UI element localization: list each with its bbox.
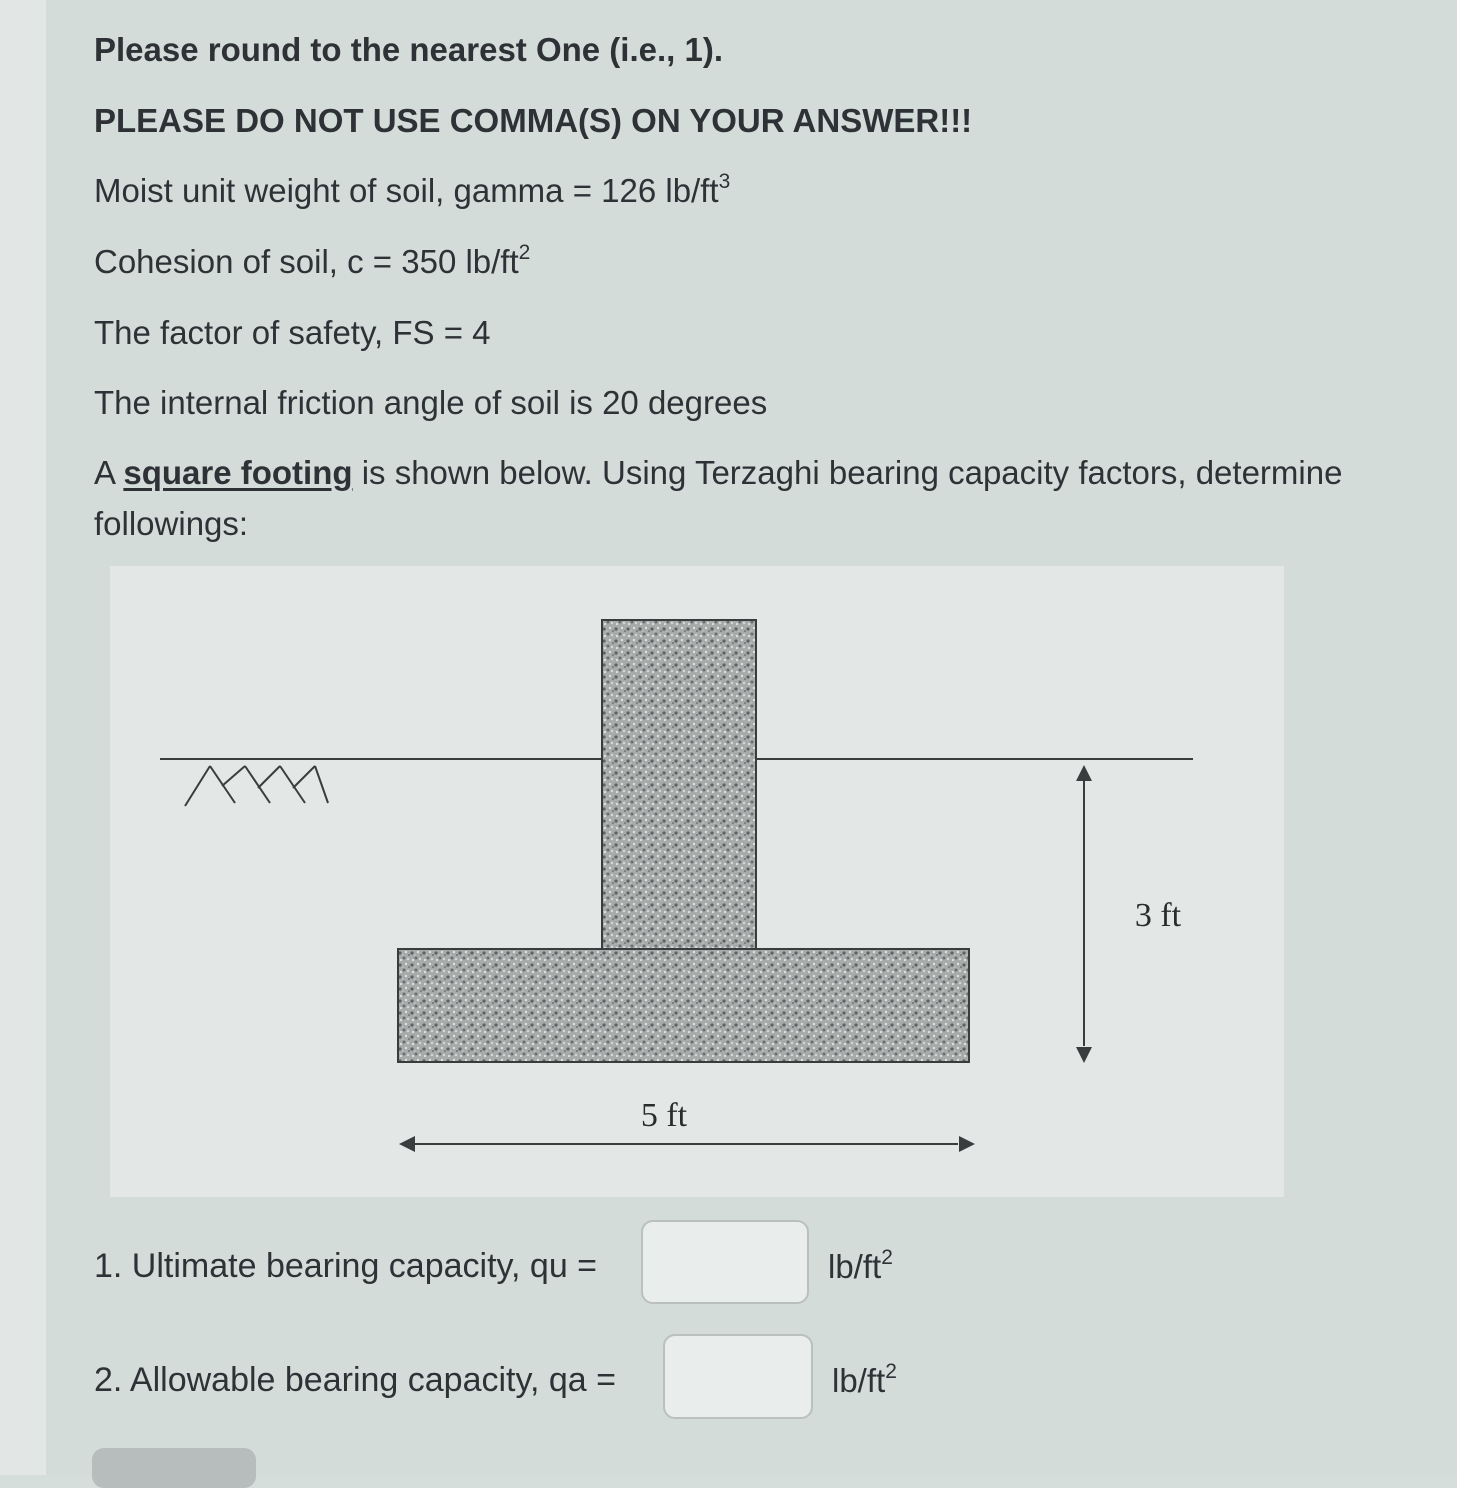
square-footing-link[interactable]: square footing xyxy=(123,454,353,491)
problem-prompt xyxy=(94,456,1342,489)
ultimate-capacity-input[interactable] xyxy=(641,1220,809,1304)
question-allowable-label: 2. Allowable bearing capacity, qa = xyxy=(94,1361,616,1399)
width-label: 5 ft xyxy=(640,1097,688,1134)
left-margin xyxy=(0,0,46,1475)
footing-diagram xyxy=(110,566,1284,1197)
given-cohesion xyxy=(94,241,531,280)
comma-warning: PLEASE DO NOT USE COMMA(S) ON YOUR ANSWER!!! xyxy=(94,102,973,139)
given-unit-weight xyxy=(94,170,731,209)
given-cohesion-exponent: 2 xyxy=(518,241,531,264)
depth-label: 3 ft xyxy=(1134,897,1182,934)
allowable-capacity-unit xyxy=(832,1360,897,1399)
given-unit-weight-exponent: 3 xyxy=(718,170,731,193)
column xyxy=(602,620,756,950)
prompt-suffix: is shown below. Using Terzaghi bearing capacity factors, determine xyxy=(352,454,1343,491)
prompt-continuation: followings: xyxy=(94,505,249,542)
width-dimension-arrow xyxy=(399,1136,975,1152)
depth-dimension-arrow xyxy=(1076,765,1092,1063)
ultimate-unit-text: lb/ft xyxy=(828,1248,882,1285)
given-unit-weight-text: Moist unit weight of soil, gamma = 126 lb/ft xyxy=(94,172,719,209)
allowable-capacity-input[interactable] xyxy=(663,1334,813,1419)
rounding-instruction: Please round to the nearest One (i.e., 1). xyxy=(94,31,723,68)
allowable-unit-exponent: 2 xyxy=(885,1360,897,1383)
question-ultimate-label: 1. Ultimate bearing capacity, qu = xyxy=(94,1247,598,1285)
submit-button[interactable] xyxy=(92,1448,256,1488)
prompt-prefix: A xyxy=(94,454,124,491)
soil-hatch-icon xyxy=(185,766,328,806)
allowable-unit-text: lb/ft xyxy=(832,1362,886,1399)
footing-base xyxy=(398,949,969,1062)
footing-diagram-svg xyxy=(110,566,1284,1197)
given-factor-of-safety: The factor of safety, FS = 4 xyxy=(94,314,491,351)
given-friction-angle: The internal friction angle of soil is 20 degrees xyxy=(94,384,768,421)
ultimate-capacity-unit xyxy=(828,1246,893,1285)
ultimate-unit-exponent: 2 xyxy=(881,1246,893,1269)
given-cohesion-text: Cohesion of soil, c = 350 lb/ft xyxy=(94,243,519,280)
